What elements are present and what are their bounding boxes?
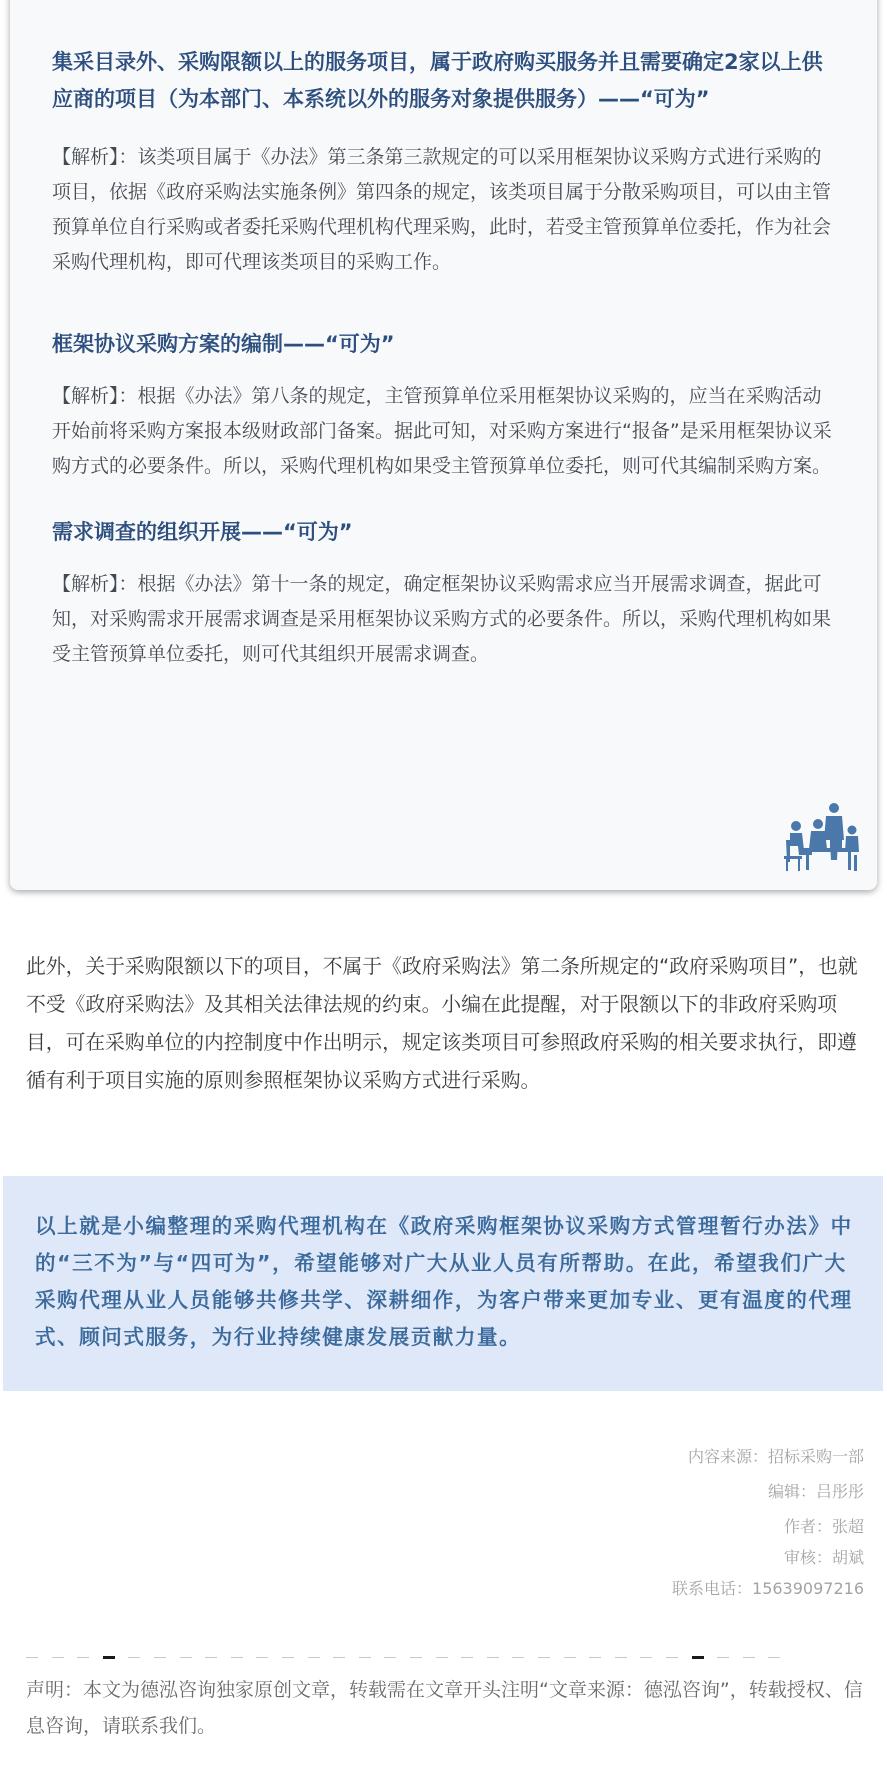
divider-dash [26,1657,38,1658]
divider-dash [359,1657,371,1658]
divider-dash [692,1656,704,1659]
section-heading-1: 集采目录外、采购限额以上的服务项目，属于政府购买服务并且需要确定2家以上供应商的项目（为本部门、本系统以外的服务对象提供服务）——“可为” [52,50,823,111]
divider-dash [564,1657,576,1658]
divider-dash [256,1657,268,1658]
credit-phone: 联系电话：15639097216 [672,1579,864,1598]
divider-dash [512,1657,524,1658]
divider-dash [308,1657,320,1658]
divider-dash [743,1657,755,1658]
summary-text: 以上就是小编整理的采购代理机构在《政府采购框架协议采购方式管理暂行办法》中的“三不为”与“四可为”，希望能够对广大从业人员有所帮助。在此，希望我们广大采购代理从业人员能够共修共学、深耕细作，为客户带来更加专业、更有温度的代理式、顾问式服务，为行业持续健康发展贡献力量。 [35,1214,853,1349]
disclaimer-text: 声明：本文为德泓咨询独家原创文章，转载需在文章开头注明“文章来源：德泓咨询”，转载授权、信息咨询，请联系我们。 [26,1679,863,1737]
divider-dash [333,1657,345,1658]
divider-dash [128,1657,140,1658]
divider-dash [52,1657,64,1658]
divider-dash [589,1657,601,1658]
divider-dash [538,1657,550,1658]
meeting-people-icon [782,800,860,872]
section-heading-3: 需求调查的组织开展——“可为” [52,520,353,544]
divider-dash [384,1657,396,1658]
body-paragraph: 此外，关于采购限额以下的项目，不属于《政府采购法》第二条所规定的“政府采购项目”，也就不受《政府采购法》及其相关法律法规的约束。小编在此提醒，对于限额以下的非政府采购项目，可在采购单位的内控制度中作出明示，规定该类项目可参照政府采购的相关要求执行，即遵循有利于项目实施的原则参照框架协议采购方式进行采购。 [26,955,858,1092]
divider-dash [717,1657,729,1658]
section-heading-2: 框架协议采购方案的编制——“可为” [52,332,395,356]
analysis-card [10,0,877,890]
section-analysis-3: 【解析】：根据《办法》第十一条的规定，确定框架协议采购需求应当开展需求调查，据此可知，对采购需求开展需求调查是采用框架协议采购方式的必要条件。所以，采购代理机构如果受主管预算单位委托，则可代其组织开展需求调查。 [52,573,832,665]
divider-dash [615,1657,627,1658]
divider-dash [180,1657,192,1658]
divider-dash [282,1657,294,1658]
section-analysis-2: 【解析】：根据《办法》第八条的规定，主管预算单位采用框架协议采购的，应当在采购活动开始前将采购方案报本级财政部门备案。据此可知，对采购方案进行“报备”是采用框架协议采购方式的必要条件。所以，采购代理机构如果受主管预算单位委托，则可代其编制采购方案。 [52,385,832,477]
card-content [52,44,840,672]
divider-dash [461,1657,473,1658]
divider-dash [768,1657,780,1658]
credit-author: 作者：张超 [783,1517,864,1536]
summary-box [3,1176,883,1391]
divider-dash [205,1657,217,1658]
divider-dash [666,1657,678,1658]
divider-dash [640,1657,652,1658]
divider-dash [436,1657,448,1658]
credit-editor: 编辑：吕彤彤 [767,1482,864,1501]
divider-dash [154,1657,166,1658]
divider-dash [103,1656,115,1659]
divider-dash [487,1657,499,1658]
credit-reviewer: 审核：胡斌 [783,1548,864,1567]
divider-dash [410,1657,422,1658]
section-analysis-1: 【解析】：该类项目属于《办法》第三条第三款规定的可以采用框架协议采购方式进行采购的项目，依据《政府采购法实施条例》第四条的规定，该类项目属于分散采购项目，可以由主管预算单位自行采购或者委托采购代理机构代理采购，此时，若受主管预算单位委托，作为社会采购代理机构，即可代理该类项目的采购工作。 [52,146,832,273]
divider-dash [77,1657,89,1658]
dashed-divider [26,1657,796,1660]
credit-source: 内容来源：招标采购一部 [687,1447,864,1466]
divider-dash [231,1657,243,1658]
